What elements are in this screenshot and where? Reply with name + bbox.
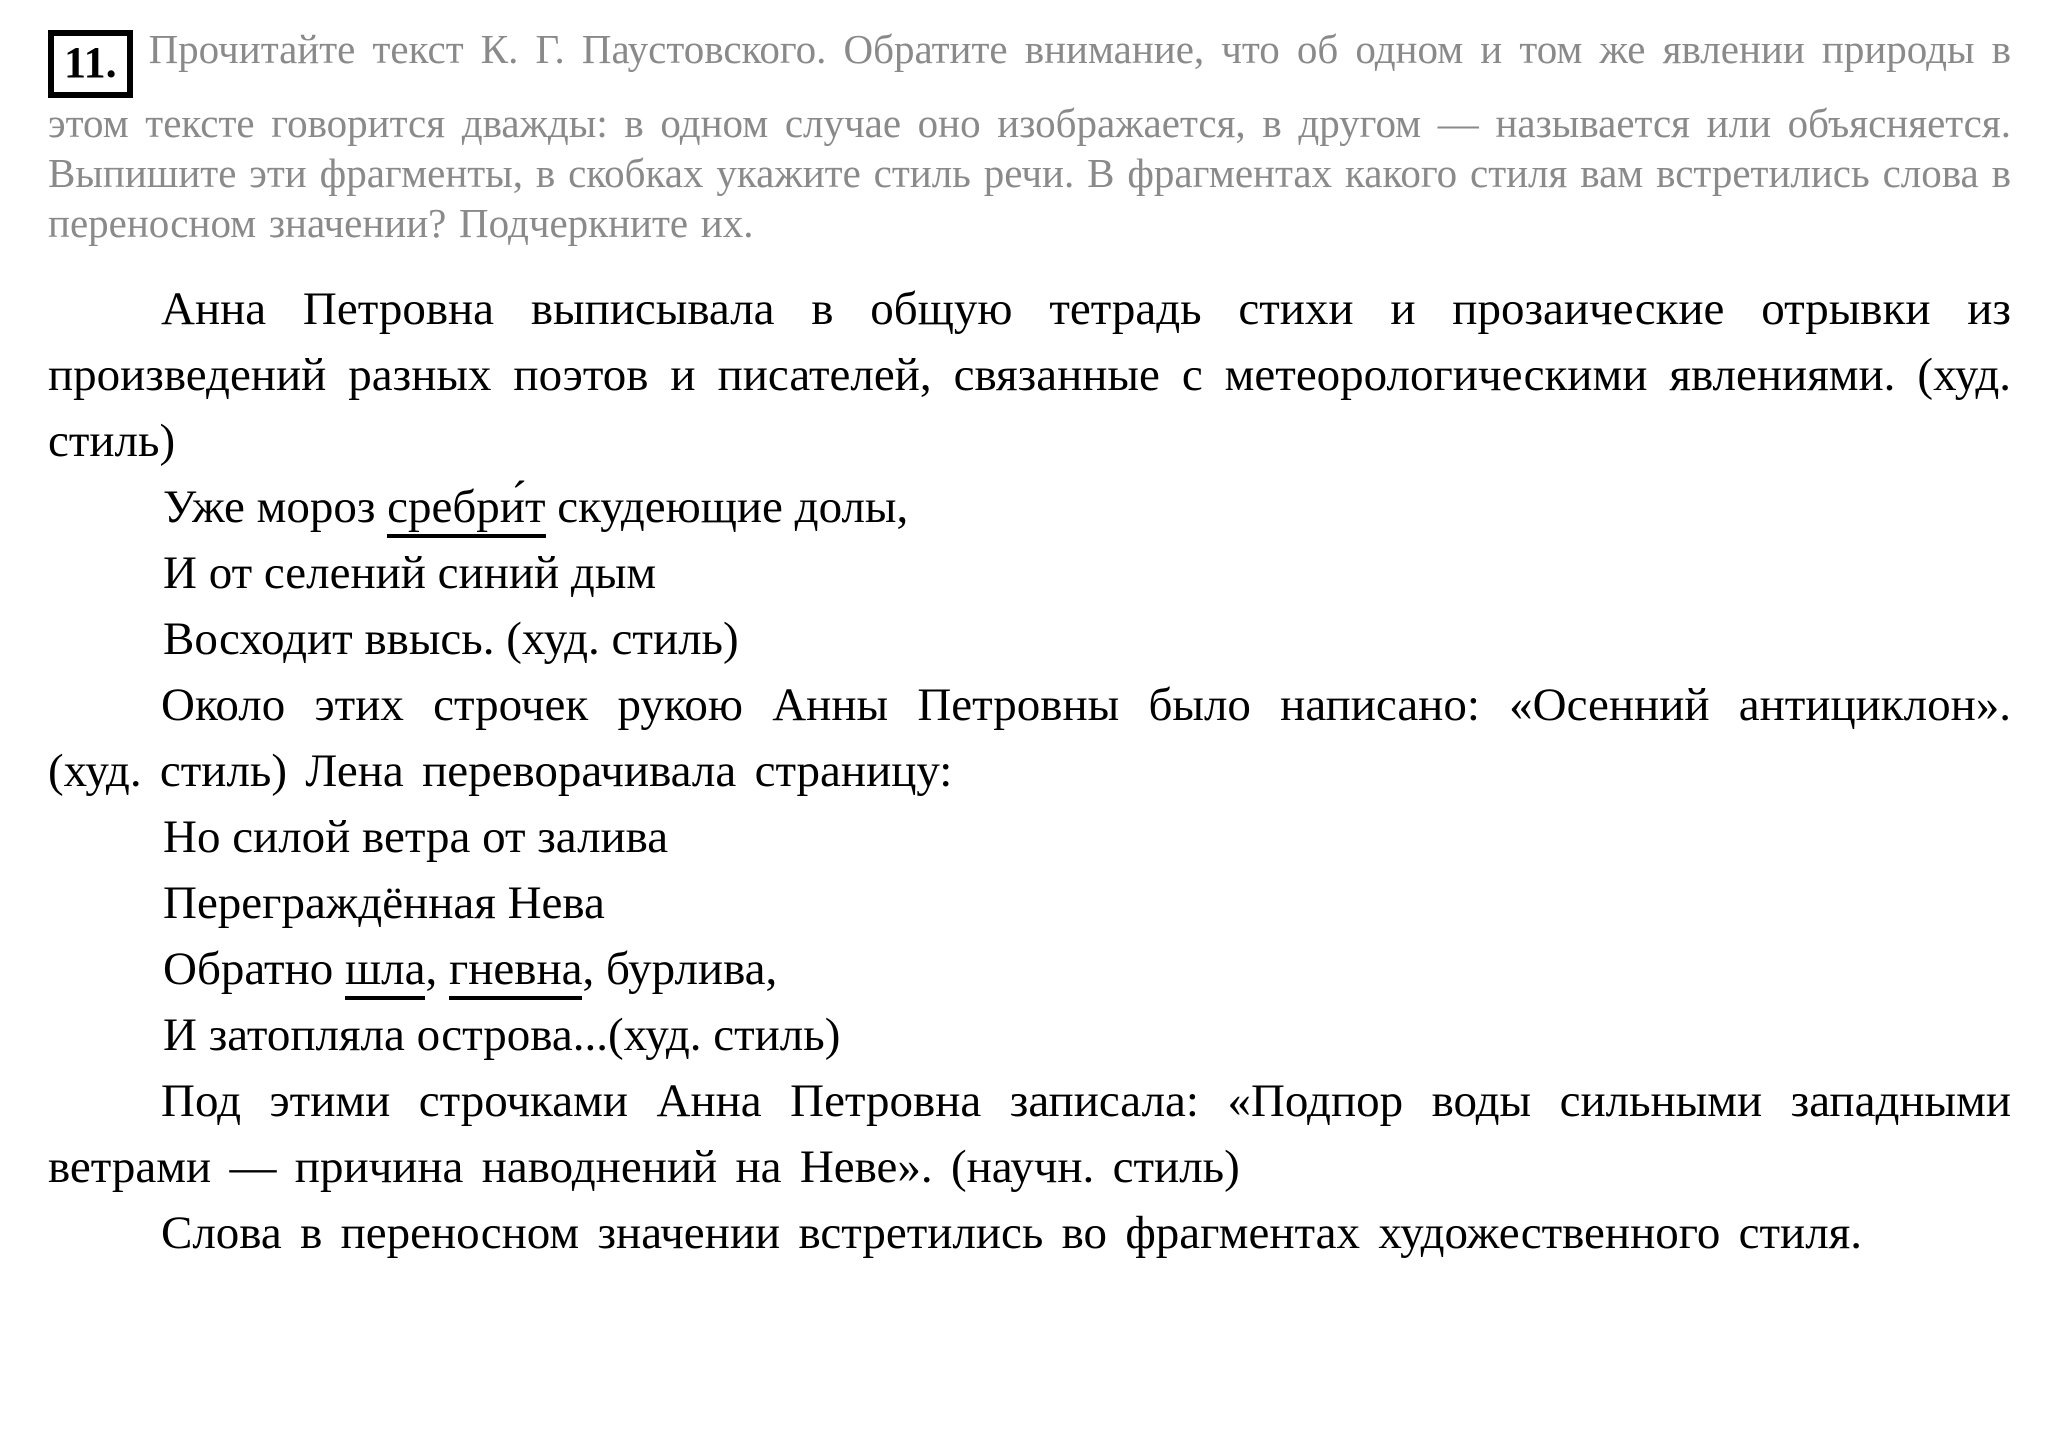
paragraph-anna-petrovna: Анна Петровна выписывала в общую тетрадь стихи и прозаические отрывки из произведений разных поэтов и писателей, связанные с метеорологическими явлениями. (худ. стиль) [48,283,2011,467]
verse-text: Обратно [163,943,345,995]
task-instruction-text: Прочитайте текст К. Г. Паустовского. Обратите внимание, что об одном и том же явлении природы в этом тексте говорится дважды: в одном случае оно изображается, в другом — называется или объясняется. Выпишите эти фрагменты, в скобках укажите стиль речи. В фрагментах какого стиля вам встретились слова в переносном значении? Подчеркните их. [48,26,2011,246]
verse-text: , [425,943,449,995]
verse-line: Переграждённая Нева [163,877,605,929]
underlined-word-gnevna: гневна [449,943,583,1000]
task-instruction [48,24,2011,248]
verse-quote-2 [163,804,2011,1068]
verse-quote-1 [163,474,2011,672]
verse-text: , бурлива, [582,943,778,995]
exercise-body [48,276,2011,1266]
paragraph-slova: Слова в переносном значении встретились во фрагментах художественного стиля. [161,1207,1863,1259]
verse-text: скудеющие долы, [545,481,909,533]
paragraph-okolo-strochek: Около этих строчек рукою Анны Петровны было написано: «Осенний антициклон». (худ. стиль) Лена переворачивала страницу: [48,679,2011,797]
underlined-word-shla: шла [345,943,426,1000]
task-number-box [48,30,133,98]
verse-text: Уже мороз [163,481,388,533]
underlined-word-srebrit: сребри́т [387,481,545,538]
verse-line: И от селений синий дым [163,547,657,599]
verse-line [163,474,2011,540]
verse-line [163,936,2011,1002]
verse-line: Но силой ветра от залива [163,811,669,863]
paragraph-pod-etimi: Под этими строчками Анна Петровна записала: «Подпор воды сильными западными ветрами — причина наводнений на Неве». (научн. стиль) [48,1075,2011,1193]
verse-line: Восходит ввысь. (худ. стиль) [163,613,739,665]
task-number: 11. [64,38,117,87]
verse-line: И затопляла острова...(худ. стиль) [163,1009,841,1061]
